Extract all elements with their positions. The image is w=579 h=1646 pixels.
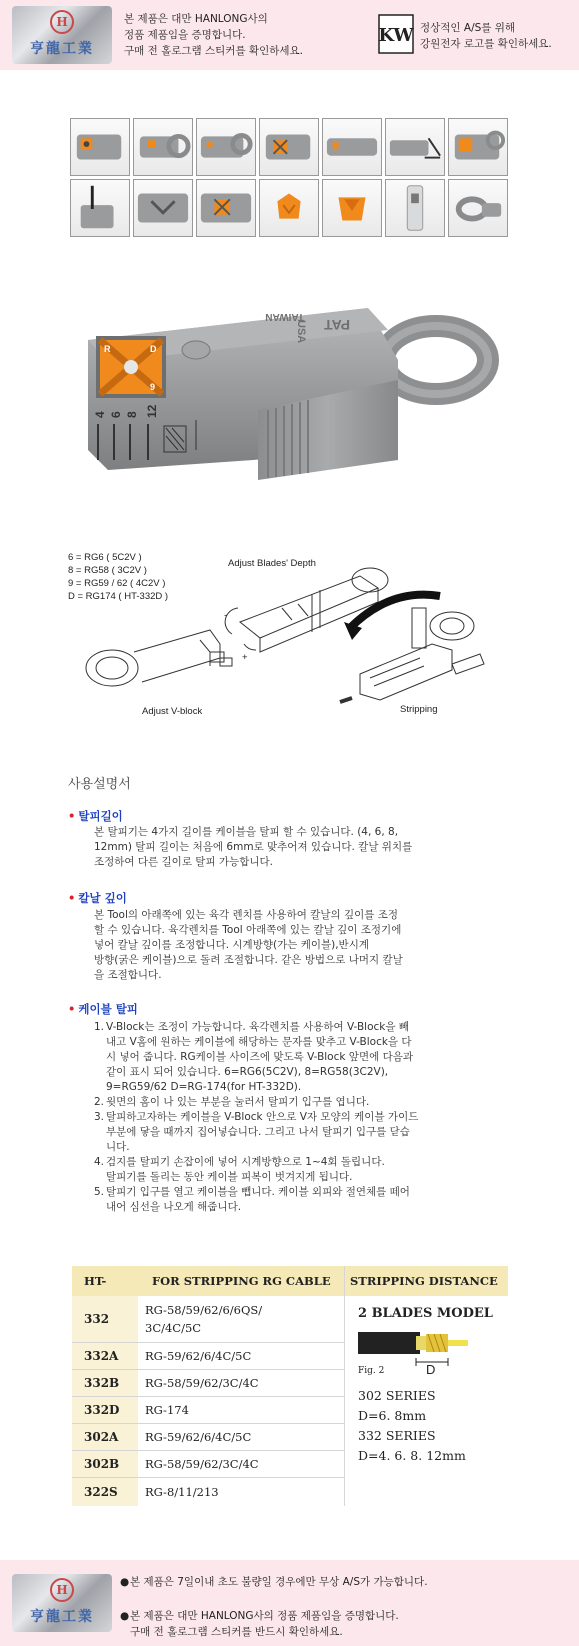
- cable-332a: RG-59/62/6/4C/5C: [145, 1349, 252, 1363]
- thumbnail-6[interactable]: [385, 118, 445, 176]
- top-banner: [0, 0, 579, 70]
- vblock-letter: D: [150, 344, 157, 354]
- hanlong-logo-text: 亨龍工業: [30, 41, 94, 57]
- section-heading-strip-length: [68, 808, 123, 824]
- fig-label: Fig. 2: [358, 1366, 385, 1376]
- table-divider: [344, 1266, 345, 1506]
- thumbnail-14[interactable]: [448, 179, 508, 237]
- notice-line: 본 제품은 대만 HANLONG사의 정품 제품임을 증명합니다.: [130, 1610, 399, 1622]
- paragraph-line: 방향(굵은 케이블)으로 돌려 조절합니다. 같은 방법으로 나머지 칼날: [94, 954, 403, 966]
- vblock-letter: R: [104, 344, 111, 354]
- bullet-icon: ●: [120, 1576, 130, 1588]
- cable-figure: [358, 1326, 488, 1370]
- authenticity-notice: [124, 11, 303, 59]
- notice-line: 본 제품은 7일이내 초도 불량일 경우에만 무상 A/S가 가능합니다.: [130, 1576, 428, 1588]
- cable-332: [145, 1301, 335, 1337]
- paragraph-line: 을 조절합니다.: [94, 969, 162, 981]
- bullet-icon: ●: [120, 1610, 130, 1622]
- bullet-icon: •: [68, 809, 76, 823]
- bullet-icon: •: [68, 1002, 76, 1016]
- code-rg174: D = RG174 ( HT-332D ): [68, 591, 169, 602]
- step-line: 탈피기를 돌리는 동안 케이블 피복이 벗겨지게 됩니다.: [106, 1171, 353, 1183]
- minus-sign: -: [224, 610, 228, 621]
- adjust-vblock-label: Adjust V-block: [142, 706, 203, 717]
- step-item: [94, 1155, 514, 1185]
- authenticity-line: 정품 제품임을 증명합니다.: [124, 29, 246, 41]
- genuine-notice: [120, 1608, 399, 1640]
- header-cable: FOR STRIPPING RG CABLE: [152, 1274, 331, 1288]
- step-item: [94, 1110, 514, 1155]
- taiwan-marking: TAIWAN: [265, 311, 304, 322]
- hanlong-logo: [12, 1574, 112, 1632]
- step-item: [94, 1185, 514, 1215]
- model-332a: 332A: [72, 1343, 138, 1369]
- plus-sign: +: [242, 652, 248, 663]
- blades-model-title: 2 BLADES MODEL: [358, 1306, 493, 1321]
- product-photo: [68, 300, 508, 500]
- distance-values: [358, 1386, 466, 1466]
- cable-302a: RG-59/62/6/4C/5C: [145, 1430, 252, 1444]
- step-line: 내고 V홈에 원하는 케이블에 해당하는 문자를 맞추고 V-Block을 다: [106, 1036, 412, 1048]
- usage-diagram: [60, 548, 490, 723]
- step-line: 윗면의 홈이 나 있는 부분을 눌러서 탈피기 입구를 엽니다.: [106, 1096, 370, 1108]
- scale-mark-4: 4: [93, 411, 107, 418]
- model-302a: 302A: [72, 1424, 138, 1450]
- paragraph-line: 본 탈피기는 4가지 길이를 케이블을 탈피 할 수 있습니다. (4, 6, 8,: [94, 826, 399, 838]
- stripping-label: Stripping: [400, 704, 438, 715]
- service-line: 정상적인 A/S를 위해: [420, 22, 516, 34]
- cable-322s: RG-8/11/213: [145, 1485, 219, 1499]
- distance-line: D=4. 6. 8. 12mm: [358, 1448, 466, 1463]
- service-notice: [420, 20, 552, 52]
- step-line: 부분에 닿을 때까지 집어넣습니다. 그리고 나서 탈피기 입구를 닫습: [106, 1126, 410, 1138]
- cable-line: RG-58/59/62/6/6QS/: [145, 1303, 263, 1317]
- authenticity-line: 본 제품은 대만 HANLONG사의: [124, 13, 268, 25]
- thumbnail-11[interactable]: [259, 179, 319, 237]
- kw-logo: [378, 14, 414, 54]
- header-model: HT-: [84, 1274, 107, 1288]
- bottom-banner: [0, 1560, 579, 1646]
- cable-302b: RG-58/59/62/3C/4C: [145, 1457, 259, 1471]
- step-line: 내어 심선을 나오게 해줍니다.: [106, 1201, 242, 1213]
- cable-line: 3C/4C/5C: [145, 1321, 202, 1335]
- step-line: V-Block는 조정이 가능합니다. 육각렌치를 사용하여 V-Block을 빼: [106, 1021, 409, 1033]
- step-number: 2.: [94, 1096, 105, 1108]
- distance-line: 302 SERIES: [358, 1388, 436, 1403]
- scale-mark-8: 8: [125, 411, 139, 418]
- vblock-letter: 9: [150, 382, 156, 392]
- model-332b: 332B: [72, 1370, 138, 1396]
- warranty-notice: [120, 1574, 428, 1590]
- pat-marking: PAT: [324, 317, 350, 333]
- hanlong-logo: [12, 6, 112, 64]
- step-number: 4.: [94, 1156, 105, 1168]
- thumbnail-1[interactable]: [70, 118, 130, 176]
- usa-marking: USA: [295, 320, 307, 344]
- section-heading-blade-depth: [68, 890, 127, 906]
- thumbnail-3[interactable]: [196, 118, 256, 176]
- thumbnail-2[interactable]: [133, 118, 193, 176]
- paragraph-line: 본 Tool의 아래쪽에 있는 육각 렌치를 사용하여 칼날의 깊이를 조정: [94, 909, 399, 921]
- adjust-blades-label: Adjust Blades' Depth: [228, 558, 316, 569]
- step-line: 탈피하고자하는 케이블을 V-Block 안으로 V자 모양의 케이블 가이드: [106, 1111, 419, 1123]
- hanlong-logo-text: 亨龍工業: [30, 1609, 94, 1625]
- code-rg58: 8 = RG58 ( 3C2V ): [68, 565, 147, 576]
- step-number: 1.: [94, 1021, 105, 1033]
- paragraph-line: 조정하여 다른 길이로 탈피 가능합니다.: [94, 856, 273, 868]
- notice-line: 구매 전 홀로그램 스티커를 반드시 확인하세요.: [130, 1626, 343, 1638]
- manual-title: 사용설명서: [68, 777, 131, 792]
- thumbnail-7[interactable]: [448, 118, 508, 176]
- step-number: 3.: [94, 1111, 105, 1123]
- scale-mark-12: 12: [145, 404, 159, 418]
- code-rg6: 6 = RG6 ( 5C2V ): [68, 552, 142, 563]
- step-line: 탈피기 입구를 열고 케이블을 뺍니다. 케이블 외피와 절연체를 떼어: [106, 1186, 410, 1198]
- section-heading-text: 칼날 깊이: [78, 891, 127, 905]
- code-rg59: 9 = RG59 / 62 ( 4C2V ): [68, 578, 166, 589]
- thumbnail-8[interactable]: [70, 179, 130, 237]
- strip-steps-list: [94, 1020, 514, 1215]
- section-heading-cable-strip: [68, 1001, 138, 1017]
- cable-332b: RG-58/59/62/3C/4C: [145, 1376, 259, 1390]
- step-line: 9=RG59/62 D=RG-174(for HT-332D).: [106, 1081, 302, 1093]
- kw-logo-text: KW: [378, 25, 414, 46]
- thumbnail-13[interactable]: [385, 179, 445, 237]
- model-322s: 322S: [72, 1478, 138, 1506]
- step-line: 검지를 탈피기 손잡이에 넣어 시계방향으로 1~4회 돌립니다.: [106, 1156, 385, 1168]
- model-302b: 302B: [72, 1451, 138, 1477]
- d-label: D: [426, 1362, 436, 1377]
- spec-table: [72, 1266, 508, 1506]
- model-332: 332: [72, 1296, 138, 1342]
- scale-mark-6: 6: [109, 411, 123, 418]
- distance-line: D=6. 8mm: [358, 1408, 427, 1423]
- paragraph-line: 넣어 칼날 깊이를 조정합니다. 시계방향(가는 케이블),반시계: [94, 939, 369, 951]
- step-item: [94, 1095, 514, 1110]
- distance-line: 332 SERIES: [358, 1428, 436, 1443]
- authenticity-line: 구매 전 홀로그램 스티커를 확인하세요.: [124, 45, 303, 57]
- strip-length-text: [94, 825, 514, 870]
- service-line: 강원전자 로고를 확인하세요.: [420, 38, 552, 50]
- step-line: 시 넣어 줍니다. RG케이블 사이즈에 맞도록 V-Block 앞면에 다음과: [106, 1051, 413, 1063]
- section-heading-text: 탈피길이: [78, 809, 123, 823]
- thumbnail-4[interactable]: [259, 118, 319, 176]
- thumbnail-5[interactable]: [322, 118, 382, 176]
- model-332d: 332D: [72, 1397, 138, 1423]
- paragraph-line: 할 수 있습니다. 육각렌치를 Tool 아래쪽에 있는 칼날 깊이 조정기에: [94, 924, 402, 936]
- header-distance: STRIPPING DISTANCE: [350, 1274, 498, 1288]
- step-line: 같이 표시 되어 있습니다. 6=RG6(5C2V), 8=RG58(3C2V),: [106, 1066, 389, 1078]
- thumbnail-12[interactable]: [322, 179, 382, 237]
- hanlong-seal: H: [50, 1578, 74, 1602]
- cable-332d: RG-174: [145, 1403, 189, 1417]
- bullet-icon: •: [68, 891, 76, 905]
- thumbnail-10[interactable]: [196, 179, 256, 237]
- thumbnail-9[interactable]: [133, 179, 193, 237]
- section-heading-text: 케이블 탈피: [78, 1002, 138, 1016]
- step-line: 니다.: [106, 1141, 130, 1153]
- step-number: 5.: [94, 1186, 105, 1198]
- step-item: [94, 1020, 514, 1095]
- blade-depth-text: [94, 908, 514, 983]
- hanlong-seal: H: [50, 10, 74, 34]
- paragraph-line: 12mm) 탈피 길이는 처음에 6mm로 맞추어져 있습니다. 칼날 위치를: [94, 841, 413, 853]
